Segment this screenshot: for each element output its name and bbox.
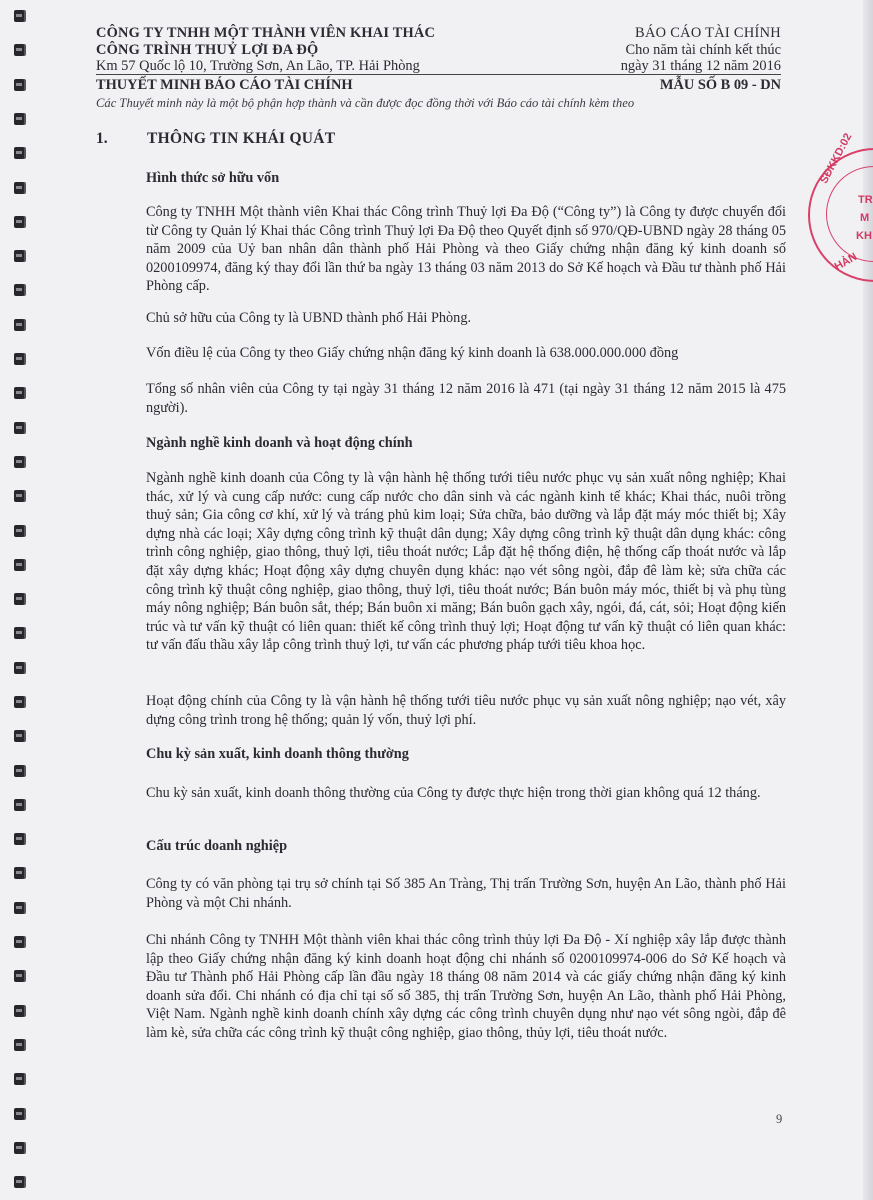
binding-ring — [14, 936, 24, 948]
binding-ring — [14, 696, 24, 708]
binding-ring — [14, 627, 24, 639]
binding-ring — [14, 662, 24, 674]
binding-ring — [14, 970, 24, 982]
paragraph-cycle: Chu kỳ sản xuất, kinh doanh thông thường của Công ty được thực hiện trong thời gian không quá 12 tháng. — [146, 785, 761, 801]
binding-ring — [14, 147, 24, 159]
company-name-line1: CÔNG TY TNHH MỘT THÀNH VIÊN KHAI THÁC — [96, 25, 436, 41]
doc-title-row — [96, 77, 781, 94]
binding-ring — [14, 1142, 24, 1154]
doc-title: THUYẾT MINH BÁO CÁO TÀI CHÍNH — [96, 77, 353, 93]
binding-ring — [14, 456, 24, 468]
company-address: Km 57 Quốc lộ 10, Trường Sơn, An Lão, TP. Hải Phòng — [96, 58, 420, 74]
binding-ring — [14, 10, 24, 22]
form-code: MẪU SỐ B 09 - DN — [659, 77, 781, 93]
binding-ring — [14, 867, 24, 879]
binding-ring — [14, 765, 24, 777]
binding-ring — [14, 559, 24, 571]
header-note: Các Thuyết minh này là một bộ phận hợp thành và cần được đọc đồng thời với Báo cáo tài chính kèm theo — [96, 96, 635, 110]
binding-ring — [14, 387, 24, 399]
binding-ring — [14, 799, 24, 811]
binding-ring — [14, 525, 24, 537]
binding-ring — [14, 216, 24, 228]
paragraph-ownership-2: Chủ sở hữu của Công ty là UBND thành phố Hải Phòng. — [146, 310, 472, 326]
binding-ring — [14, 1039, 24, 1051]
paragraph-business-1: Ngành nghề kinh doanh của Công ty là vận hành hệ thống tưới tiêu nước phục vụ sản xuất nông nghiệp; Khai thác, xử lý và cung cấp nước: cung cấp nước cho dân sinh và các ngành kinh tế khác; Khai thác, nuôi trồng thuỷ sản; Gia công cơ khí, xử lý và tráng phủ kim loại; Sửa chữa, bảo dưỡng và lắp đặt máy móc thiết bị; Xây dựng nhà các loại; Xây dựng công trình kỹ thuật dân dụng; Xây dựng công trình kỹ thuật dân dụng khác: công trình công nghiệp, giao thông, thuỷ lợi, tiêu thoát nước; Lắp đặt hệ thống điện, hệ thống cấp thoát nước và lắp đặt xây dựng khác; Hoạt động xây dựng chuyên dụng khác: nạo vét sông ngòi, đắp đê làm kè; sửa chữa các công trình kỹ thuật công nghiệp, giao thông, thuỷ lợi, tiêu thoát nước; Bán buôn máy móc, thiết bị và phụ tùng máy nông nghiệp; Bán buôn sắt, thép; Bán buôn xi măng; Bán buôn gạch xây, ngói, đá, cát, sỏi; Hoạt động kiến trúc và tư vấn kỹ thuật có liên quan: thiết kế công trình thuỷ lợi; Hoạt động tư vấn kỹ thuật có liên quan khác: tư vấn đấu thầu xây lắp công trình thuỷ lợi, tư vấn các phương pháp tưới tiêu khoa học. — [146, 470, 786, 654]
paragraph-business-2: Hoạt động chính của Công ty là vận hành hệ thống tưới tiêu nước phục vụ sản xuất nông nghiệp; nạo vét, xây dựng công trình trong hệ thống; quản lý vốn, thuỷ lợi phí. — [146, 693, 786, 728]
binding-ring — [14, 113, 24, 125]
report-title: BÁO CÁO TÀI CHÍNH — [635, 25, 781, 41]
binding-ring — [14, 833, 24, 845]
report-period-line2: ngày 31 tháng 12 năm 2016 — [620, 58, 781, 74]
binding-ring — [14, 422, 24, 434]
page-number: 9 — [776, 1112, 783, 1126]
section-title: THÔNG TIN KHÁI QUÁT — [147, 130, 336, 147]
binding-ring — [14, 1005, 24, 1017]
binding-ring — [14, 182, 24, 194]
company-header — [96, 25, 435, 75]
company-seal — [808, 131, 873, 282]
paragraph-ownership-4: Tổng số nhân viên của Công ty tại ngày 31 tháng 12 năm 2016 là 471 (tại ngày 31 tháng 12 năm 2015 là 475 người). — [146, 381, 786, 416]
heading-business: Ngành nghề kinh doanh và hoạt động chính — [146, 435, 413, 451]
paragraph-ownership-1: Công ty TNHH Một thành viên Khai thác Công trình Thuỷ lợi Đa Độ (“Công ty”) là Công ty được chuyển đổi từ Công ty Quản lý Khai thác Công trình Thuỷ lợi Đa Độ theo Quyết định số 970/QĐ-UBND ngày 28 tháng 05 năm 2009 của Uỷ ban nhân dân thành phố Hải Phòng và theo Giấy chứng nhận đăng ký kinh doanh số 0200109974, đăng ký thay đổi lần thứ ba ngày 13 tháng 03 năm 2013 do Sở Kế hoạch và Đầu tư thành phố Hải Phòng cấp. — [146, 204, 786, 295]
seal-text-1: TR — [858, 194, 873, 206]
heading-cycle: Chu kỳ sản xuất, kinh doanh thông thường — [146, 746, 409, 762]
paragraph-structure-2: Chi nhánh Công ty TNHH Một thành viên khai thác công trình thủy lợi Đa Độ - Xí nghiệp xây lắp được thành lập theo Giấy chứng nhận đăng ký kinh doanh hoạt động chi nhánh số 0200109974-006 do Sở Kế hoạch và Đầu tư Thành phố Hải Phòng cấp lần đầu ngày 18 tháng 08 năm 2014 và các giấy chứng nhận đăng ký kinh doanh sửa đổi. Chi nhánh có địa chỉ tại số số 385, thị trấn Trường Sơn, huyện An Lão, thành phố Hải Phòng, Việt Nam. Ngành nghề kinh doanh chính xây dựng các công trình chuyên dụng như nạo vét sông ngòi, đắp đê làm kè, sửa chữa các công trình kỹ thuật công nghiệp, giao thông, thủy lợi, tiêu thoát nước. — [146, 932, 786, 1041]
binding-ring — [14, 353, 24, 365]
section-number: 1. — [96, 130, 108, 147]
spiral-binding — [14, 0, 28, 1200]
binding-ring — [14, 730, 24, 742]
heading-structure: Cấu trúc doanh nghiệp — [146, 838, 288, 854]
report-header — [621, 25, 781, 75]
heading-ownership: Hình thức sở hữu vốn — [146, 170, 280, 186]
binding-ring — [14, 79, 24, 91]
seal-text-3: KH — [856, 230, 872, 242]
binding-ring — [14, 490, 24, 502]
binding-ring — [14, 1073, 24, 1085]
binding-ring — [14, 1176, 24, 1188]
binding-ring — [14, 44, 24, 56]
seal-text-bottom: HẢN — [832, 250, 860, 274]
binding-ring — [14, 250, 24, 262]
seal-text-left: SĐKKD:02 — [818, 131, 855, 186]
binding-ring — [14, 1108, 24, 1120]
paragraph-ownership-3: Vốn điều lệ của Công ty theo Giấy chứng nhận đăng ký kinh doanh là 638.000.000.000 đồng — [146, 345, 679, 361]
binding-ring — [14, 319, 24, 331]
report-period-line1: Cho năm tài chính kết thúc — [625, 41, 781, 58]
paragraph-structure-1: Công ty có văn phòng tại trụ sở chính tại Số 385 An Tràng, Thị trấn Trường Sơn, huyện An Lão, thành phố Hải Phòng và một Chi nhánh. — [146, 876, 786, 911]
company-name-line2: CÔNG TRÌNH THUỶ LỢI ĐA ĐỘ — [96, 41, 319, 58]
binding-ring — [14, 593, 24, 605]
seal-text-2: M — [860, 212, 870, 224]
binding-ring — [14, 902, 24, 914]
binding-ring — [14, 284, 24, 296]
header-rule — [96, 74, 781, 75]
